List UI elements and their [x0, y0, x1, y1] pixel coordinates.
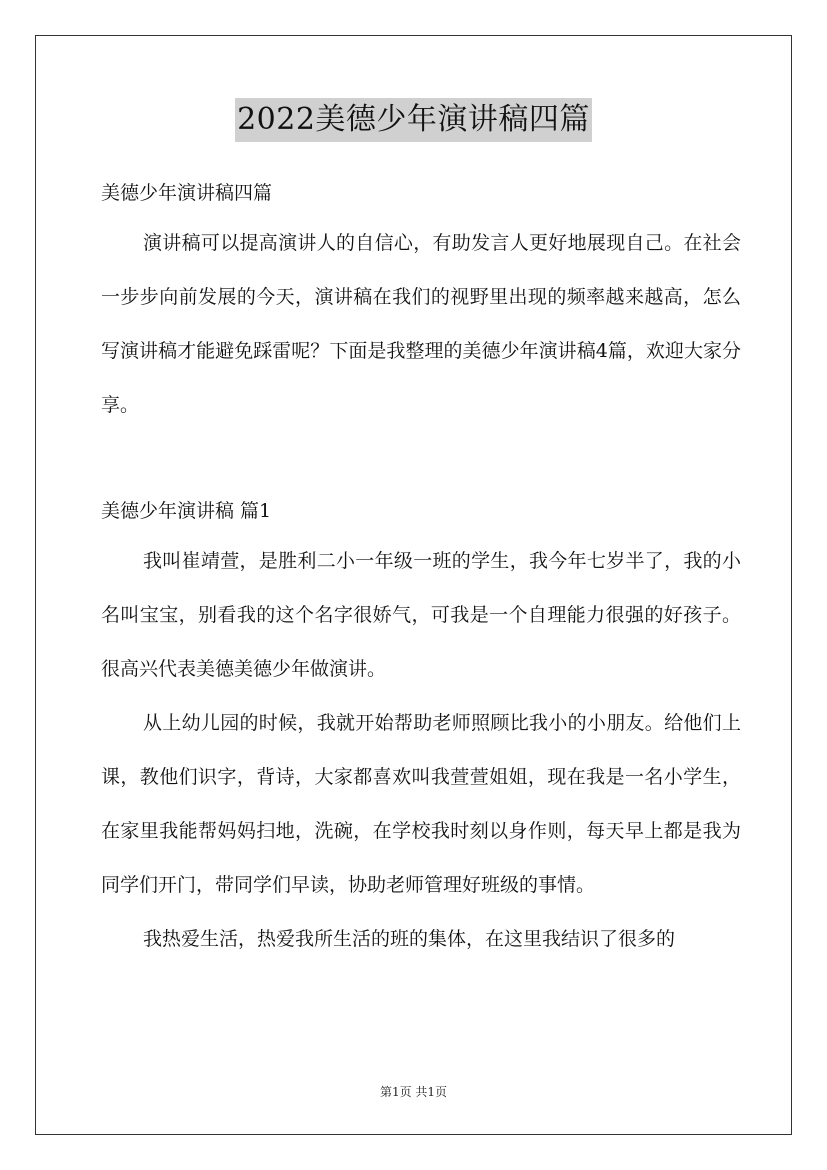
- body-paragraph: 我叫崔靖萱，是胜利二小一年级一班的学生，我今年七岁半了，我的小名叫宝宝，别看我的这个名字很娇气，可我是一个自理能力很强的好孩子。很高兴代表美德美德少年做演讲。: [101, 550, 741, 680]
- document-title-container: [0, 98, 827, 144]
- body-paragraph: 从上幼儿园的时候，我就开始帮助老师照顾比我小的小朋友。给他们上课，教他们识字，背诗，大家都喜欢叫我萱萱姐姐，现在我是一名小学生，在家里我能帮妈妈扫地，洗碗，在学校我时刻以身作则，每天早上都是我为同学们开门，带同学们早读，协助老师管理好班级的事情。: [101, 712, 741, 896]
- section-heading: 美德少年演讲稿 篇1: [101, 500, 272, 522]
- document-subtitle: 美德少年演讲稿四篇: [101, 182, 273, 204]
- section-spacer: [101, 432, 741, 488]
- page-footer: 第1页 共1页: [379, 1085, 448, 1099]
- intro-paragraph: 演讲稿可以提高演讲人的自信心，有助发言人更好地展现自己。在社会一步步向前发展的今天，演讲稿在我们的视野里出现的频率越来越高，怎么写演讲稿才能避免踩雷呢？下面是我整理的美德少年演讲稿4篇，欢迎大家分享。: [101, 232, 741, 416]
- document-body: [101, 170, 741, 966]
- body-paragraph: 我热爱生活，热爱我所生活的班的集体，在这里我结识了很多的: [143, 928, 676, 950]
- document-title: 2022美德少年演讲稿四篇: [235, 98, 592, 142]
